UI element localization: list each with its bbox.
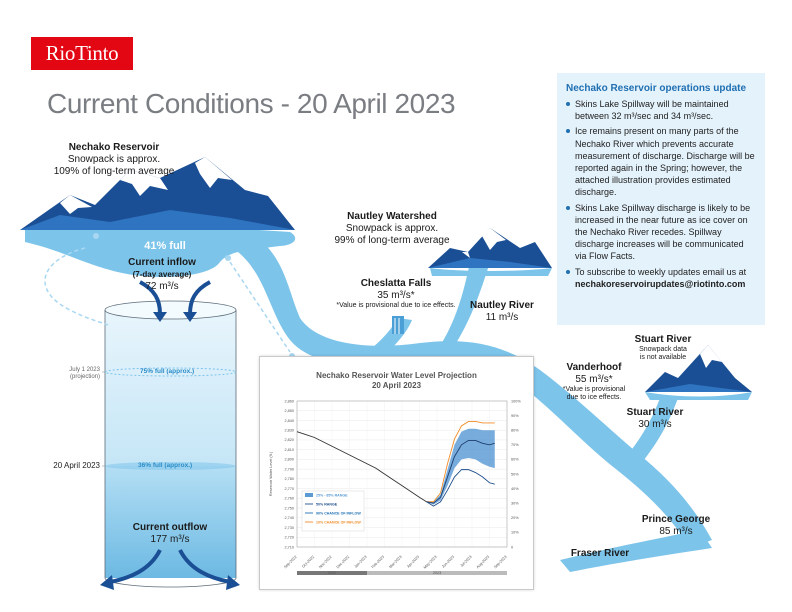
y-right-tick-label: 0	[511, 545, 514, 550]
update-bullet-3: Skins Lake Spillway discharge is likely to be increased in the near future as ice cover on the Nechako River recedes. Spillway discharge increases will be communicated via Flow Facts.	[575, 202, 757, 263]
fraser-river-label	[560, 548, 640, 560]
y-left-tick-label: 2,840	[284, 418, 294, 423]
legend-label: 25% - 85% RANGE	[316, 493, 348, 498]
x-tick-label: Feb-2023	[370, 554, 386, 570]
update-bullet-2: Ice remains present on many parts of the Nechako River which prevents accurate measurement of discharge. Discharge will be reported again in the Spring; however, the attached illustration provides estimated discharge.	[575, 125, 757, 198]
y-left-tick-label: 2,720	[284, 535, 294, 540]
x-tick-label: Dec-2022	[335, 554, 351, 570]
cheslatta-label	[356, 278, 436, 302]
inflow-label	[112, 257, 212, 293]
april-date: 20 April 2023	[53, 461, 100, 470]
vanderhoof-label	[558, 362, 630, 386]
x-tick-label: Sep-2022	[283, 554, 298, 570]
cheslatta-value: 35 m³/s*	[377, 290, 415, 301]
y-left-tick-label: 2,750	[284, 506, 294, 511]
july-label	[40, 367, 100, 381]
stuart-upper-note	[630, 346, 696, 362]
vanderhoof-value: 55 m³/s*	[575, 374, 613, 385]
july-note: (projection)	[69, 374, 100, 380]
update-subscribe-text: To subscribe to weekly updates email us at	[575, 266, 747, 277]
y-left-tick-label: 2,830	[284, 428, 294, 433]
update-bullet-1: Skins Lake Spillway will be maintained between 32 m³/sec and 34 m³/sec.	[575, 98, 757, 122]
chart-title-text: Nechako Reservoir Water Level Projection	[316, 371, 477, 380]
nautley-watershed-name: Nautley Watershed	[347, 211, 437, 222]
stuart-upper-line2: is not available	[639, 354, 687, 361]
y-left-tick-label: 2,790	[284, 467, 294, 472]
x-tick-label: Nov-2022	[318, 554, 333, 570]
y-left-tick-label: 2,850	[284, 409, 294, 414]
y-left-tick-label: 2,800	[284, 457, 294, 462]
legend-label: 90% CHANCE OF INFLOW	[316, 511, 361, 516]
y-left-tick-label: 2,770	[284, 486, 294, 491]
y-left-tick-label: 2,710	[284, 545, 294, 550]
update-email-link[interactable]: nechakoreservoirupdates@riotinto.com	[575, 278, 746, 289]
y-right-tick-label: 30%	[511, 501, 519, 506]
nautley-watershed-label	[332, 211, 452, 247]
outflow-value: 177 m³/s	[150, 534, 190, 545]
reservoir-percent-full: 41% full	[144, 240, 186, 252]
reservoir-snowpack-1: Snowpack is approx.	[67, 154, 161, 165]
prince-george-name: Prince George	[641, 514, 711, 525]
operations-update-panel	[557, 73, 765, 325]
cheslatta-note: *Value is provisional due to ice effects.	[336, 302, 456, 309]
x-tick-label: Mar-2023	[388, 554, 403, 570]
inflow-title: Current inflow	[128, 257, 196, 268]
stuart-upper-label	[626, 334, 700, 346]
vanderhoof-name: Vanderhoof	[566, 362, 622, 373]
update-heading: Nechako Reservoir operations update	[566, 83, 747, 94]
nautley-watershed-line2: 99% of long-term average	[334, 235, 450, 246]
y-right-tick-label: 40%	[511, 486, 519, 491]
reservoir-name: Nechako Reservoir	[68, 142, 160, 153]
stuart-lower-value: 30 m³/s	[638, 419, 672, 430]
stuart-lower-label	[618, 407, 692, 431]
year-label-2023: 2023	[432, 571, 442, 576]
y-left-tick-label: 2,810	[284, 447, 294, 452]
y-right-tick-label: 100%	[511, 399, 521, 404]
chart-plot	[260, 357, 533, 589]
x-tick-label: Jan-2023	[353, 554, 368, 569]
y-left-tick-label: 2,860	[284, 399, 294, 404]
y-left-tick-label: 2,820	[284, 438, 294, 443]
y-right-tick-label: 50%	[511, 472, 519, 477]
y-right-tick-label: 20%	[511, 516, 519, 521]
page-title: Current Conditions - 20 April 2023	[47, 88, 456, 119]
y-right-tick-label: 70%	[511, 443, 519, 448]
update-bullet-4	[575, 266, 757, 290]
stuart-upper-line1: Snowpack data	[639, 346, 687, 353]
reservoir-snowpack-2: 109% of long-term average	[53, 166, 175, 177]
legend-swatch	[305, 493, 313, 497]
y-right-tick-label: 10%	[511, 530, 519, 535]
inflow-avg: (7-day average)	[132, 270, 192, 279]
riotinto-logo: RioTinto	[31, 37, 133, 70]
x-tick-label: May-2023	[422, 554, 438, 570]
july-fill: 75% full (approx.)	[140, 368, 195, 375]
y-left-tick-label: 2,780	[284, 477, 294, 482]
x-tick-label: Oct-2022	[301, 554, 316, 569]
july-date: July 1 2023	[69, 367, 100, 373]
y-left-tick-label: 2,730	[284, 525, 294, 530]
y-left-tick-label: 2,760	[284, 496, 294, 501]
stuart-upper-name: Stuart River	[634, 334, 692, 345]
water-level-chart	[259, 356, 534, 590]
vanderhoof-note1: *Value is provisional	[562, 386, 626, 393]
prince-george-label	[636, 514, 716, 538]
prince-george-value: 85 m³/s	[659, 526, 693, 537]
cheslatta-name: Cheslatta Falls	[360, 278, 432, 289]
y-right-tick-label: 90%	[511, 413, 519, 418]
april-fill: 36% full (approx.)	[138, 462, 193, 469]
x-tick-label: Aug-2023	[475, 554, 491, 570]
y-right-tick-label: 60%	[511, 457, 519, 462]
outflow-label	[120, 522, 220, 546]
chart-subtitle-text: 20 April 2023	[371, 381, 422, 390]
x-tick-label: Jul-2023	[459, 554, 473, 569]
y-axis-label: Reservoir Water Level (ft.)	[269, 451, 273, 497]
outflow-title: Current outflow	[132, 522, 208, 533]
x-tick-label: Sep-2023	[493, 554, 508, 570]
legend-label: 50% RANGE	[316, 502, 338, 507]
nautley-river-label	[466, 300, 538, 324]
vanderhoof-note	[552, 386, 636, 402]
inflow-value: 72 m³/s	[145, 281, 179, 292]
x-tick-label: Apr-2023	[406, 554, 421, 569]
y-right-tick-label: 80%	[511, 428, 519, 433]
nautley-watershed-line1: Snowpack is approx.	[345, 223, 439, 234]
vanderhoof-note2: due to ice effects.	[566, 394, 622, 401]
x-tick-label: Jun-2023	[441, 554, 456, 569]
year-label-2022: 2022	[327, 571, 337, 576]
stuart-lower-name: Stuart River	[626, 407, 684, 418]
y-left-tick-label: 2,740	[284, 516, 294, 521]
fraser-river-name: Fraser River	[570, 548, 630, 559]
cheslatta-falls-icon	[392, 316, 404, 334]
nautley-river-name: Nautley River	[470, 300, 534, 311]
nautley-river-value: 11 m³/s	[485, 312, 519, 323]
legend-label: 10% CHANCE OF INFLOW	[316, 520, 361, 525]
reservoir-label	[44, 142, 184, 178]
